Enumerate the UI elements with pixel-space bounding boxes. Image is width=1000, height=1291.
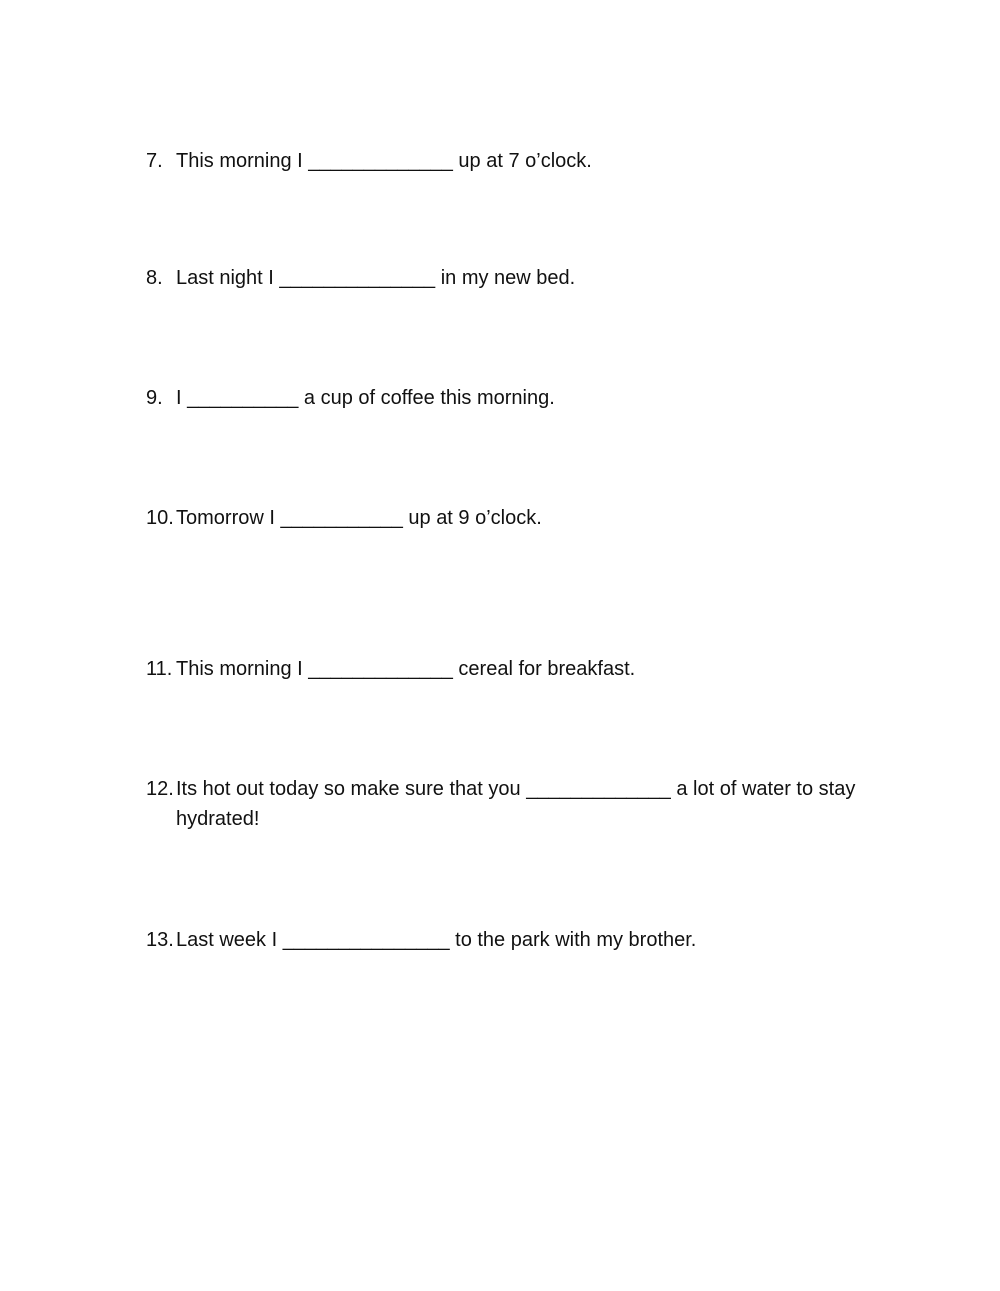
- text-before-blank: I: [176, 387, 188, 409]
- question-7: [146, 146, 866, 176]
- text-after-blank: in my new bed.: [435, 267, 576, 289]
- question-12: [146, 774, 866, 834]
- text-after-blank: a cup of coffee this morning.: [298, 387, 555, 409]
- question-number: 7.: [146, 150, 163, 172]
- question-8: [146, 263, 866, 293]
- question-text: [176, 383, 866, 413]
- question-text: [176, 503, 866, 533]
- question-number: 8.: [146, 267, 163, 289]
- text-after-blank: to the park with my brother.: [449, 929, 697, 951]
- text-before-blank: This morning I: [176, 150, 309, 172]
- question-text: [176, 925, 866, 955]
- text-after-blank: cereal for breakfast.: [452, 658, 636, 680]
- question-text: [176, 654, 866, 684]
- question-text: [176, 774, 866, 834]
- text-before-blank: Last night I: [176, 267, 280, 289]
- question-number: 11.: [146, 658, 173, 680]
- question-number: 13.: [146, 929, 174, 951]
- text-after-blank: a lot of water to stay hydrated!: [176, 778, 856, 830]
- question-13: [146, 925, 866, 955]
- text-after-blank: up at 9 o’clock.: [402, 507, 542, 529]
- question-11: [146, 654, 866, 684]
- question-10: [146, 503, 866, 533]
- question-text: [176, 263, 866, 293]
- answer-blank[interactable]: _____________: [526, 778, 671, 800]
- text-before-blank: Last week I: [176, 929, 283, 951]
- question-number: 10.: [146, 507, 174, 529]
- text-after-blank: up at 7 o’clock.: [452, 150, 592, 172]
- question-number: 9.: [146, 387, 163, 409]
- answer-blank[interactable]: _____________: [308, 150, 453, 172]
- text-before-blank: Its hot out today so make sure that you: [176, 778, 527, 800]
- answer-blank[interactable]: _____________: [308, 658, 453, 680]
- answer-blank[interactable]: _______________: [282, 929, 450, 951]
- question-9: [146, 383, 866, 413]
- answer-blank[interactable]: ___________: [280, 507, 403, 529]
- text-before-blank: Tomorrow I: [176, 507, 281, 529]
- answer-blank[interactable]: ______________: [279, 267, 436, 289]
- text-before-blank: This morning I: [176, 658, 309, 680]
- answer-blank[interactable]: __________: [187, 387, 299, 409]
- question-text: [176, 146, 866, 176]
- question-number: 12.: [146, 778, 174, 800]
